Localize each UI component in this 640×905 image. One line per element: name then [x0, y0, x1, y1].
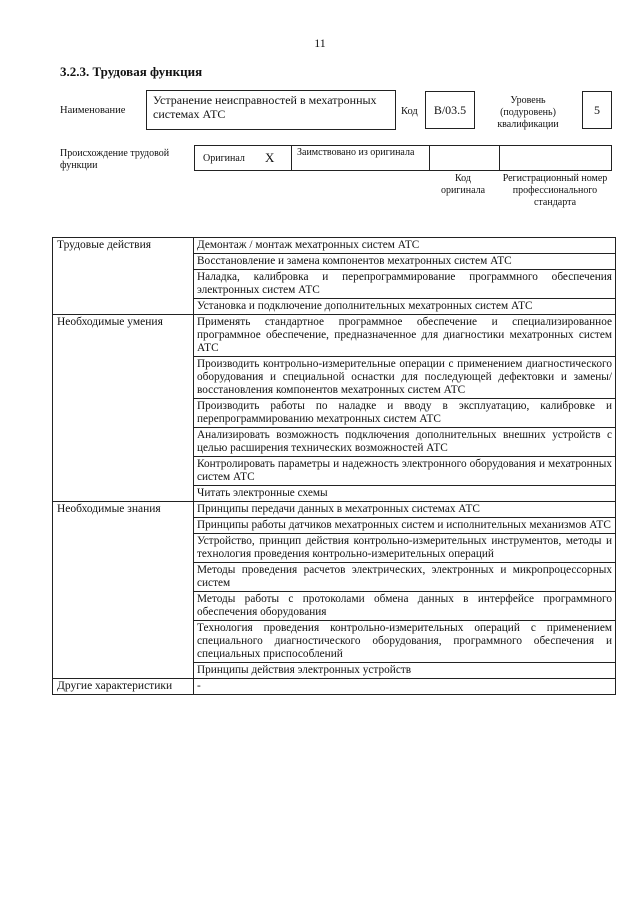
list-item: Принципы действия электронных устройств: [194, 663, 616, 679]
list-item: Методы проведения расчетов электрических, электронных и микропроцессорных систем: [194, 563, 616, 592]
level-label: Уровень (подуровень) квалификации: [497, 95, 559, 130]
reg-number-caption: Регистрационный номер профессионального стандарта: [502, 173, 608, 208]
section-header-skills: Необходимые умения: [53, 315, 194, 502]
table-row: [53, 679, 616, 695]
list-item: Устройство, принцип действия контрольно-измерительных инструментов, методы и технология проведения контрольно-измерительных операций: [194, 534, 616, 563]
borrowed-label: Заимствовано из оригинала: [297, 147, 415, 158]
list-item: Восстановление и замена компонентов мехатронных систем АТС: [194, 254, 616, 270]
list-item: -: [194, 679, 616, 695]
table-row: [53, 315, 616, 357]
table-row: [53, 502, 616, 518]
level-value: 5: [594, 103, 600, 117]
list-item: Принципы передачи данных в мехатронных системах АТС: [194, 502, 616, 518]
list-item: Установка и подключение дополнительных мехатронных систем АТС: [194, 299, 616, 315]
table-row: [53, 238, 616, 254]
code-value: B/03.5: [433, 103, 467, 117]
level-box: [582, 91, 612, 129]
list-item: Применять стандартное программное обеспечение и специализированное программное обеспечение, предназначенное для диагностики мехатронных систем АТС: [194, 315, 616, 357]
list-item: Производить работы по наладке и вводу в эксплуатацию, калибровке и перепрограммированию мехатронных систем АТС: [194, 399, 616, 428]
list-item: Методы работы с протоколами обмена данных в интерфейсе программного обеспечения оборудования: [194, 592, 616, 621]
origin-label: Происхождение трудовой функции: [60, 148, 170, 171]
list-item: Производить контрольно-измерительные операции с применением диагностического оборудования и специальной оснастки для последующей дефектовки и замены/восстановления компонентов мехатронных систем АТС: [194, 357, 616, 399]
list-item: Читать электронные схемы: [194, 486, 616, 502]
original-mark: X: [265, 150, 275, 165]
section-header-actions: Трудовые действия: [53, 238, 194, 315]
page-number: 11: [314, 36, 326, 50]
name-label: Наименование: [60, 105, 126, 116]
list-item: Технология проведения контрольно-измерительных операций с применением специального диагностического оборудования, программного обеспечения и специальных приспособлений: [194, 621, 616, 663]
function-name-box: [146, 90, 396, 130]
list-item: Наладка, калибровка и перепрограммирование программного обеспечения электронных систем АТС: [194, 270, 616, 299]
function-table: [52, 237, 616, 695]
section-title: 3.2.3. Трудовая функция: [60, 64, 203, 79]
original-label: Оригинал: [203, 153, 245, 164]
section-header-other: Другие характеристики: [53, 679, 194, 695]
list-item: Демонтаж / монтаж мехатронных систем АТС: [194, 238, 616, 254]
list-item: Принципы работы датчиков мехатронных систем и исполнительных механизмов АТС: [194, 518, 616, 534]
code-original-caption: Код оригинала: [440, 173, 486, 196]
origin-row: [194, 145, 612, 171]
code-box: [425, 91, 475, 129]
function-name-value: Устранение неисправностей в мехатронных системах АТС: [153, 93, 377, 121]
code-label: Код: [401, 106, 418, 117]
list-item: Контролировать параметры и надежность электронного оборудования и мехатронных систем АТС: [194, 457, 616, 486]
list-item: Анализировать возможность подключения дополнительных внешних устройств с целью расширения технических возможностей АТС: [194, 428, 616, 457]
section-header-knowledge: Необходимые знания: [53, 502, 194, 679]
